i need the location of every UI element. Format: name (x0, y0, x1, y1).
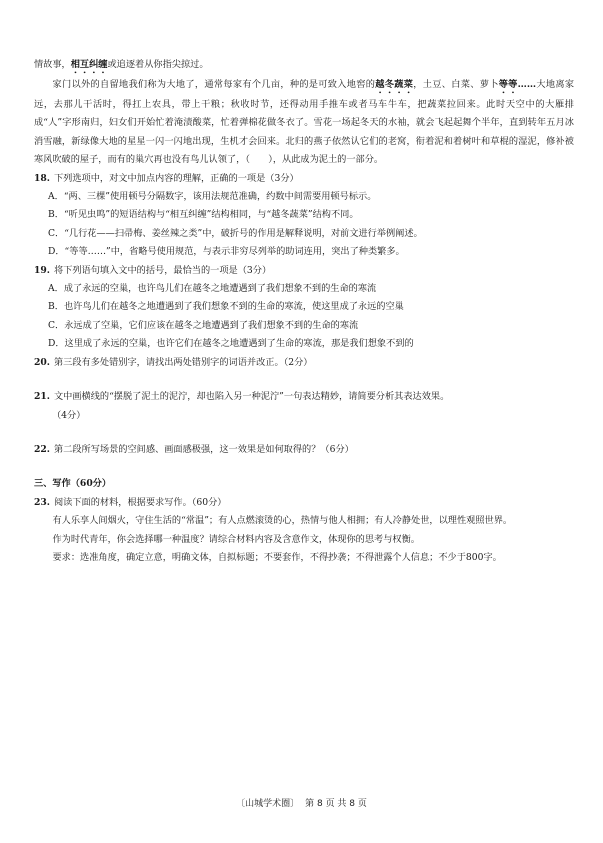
question-number: 18. (34, 172, 50, 184)
option-18-c: C．“几行花——扫帚梅、姜丝辣之类”中，破折号的作用是解释说明，对前文进行举例阐述。 (48, 227, 423, 239)
question-text: 第二段所写场景的空间感、画面感极强，这一效果是如何取得的？（6分） (53, 443, 354, 455)
question-21 (34, 388, 574, 406)
passage-paragraph-3: 家门以外的自留地我们称为大地了，通常每家有个几亩，种的是可致入地窖的越冬蔬菜，土豆、白菜、萝卜等等……大地离家远，去那儿干活时，得扛上农具，带上干粮；秋收时节，还得动用手推车或者马车牛车，把蔬菜拉回来。此时天空中的大雁排成“人”字形南归，妇女们开始忙着淹渍酸菜，忙着弹棉花做冬衣了。雪花一场起冬天的水袖，就会飞起起舞个半年，直到转年五月冰消雪融，新绿像大地的星星一闪一闪地出现，生机才会回来。北归的燕子依然认它们的老窝，衔着泥和着树叶和草棍的湿泥，修补被寒风吹破的屋子，而有的巢穴再也没有鸟儿认领了，（ ），从此成为泥土的一部分。 (34, 79, 575, 166)
question-22 (34, 441, 574, 459)
question-number: 19. (34, 264, 50, 276)
question-number: 21. (34, 391, 50, 403)
writing-material: 有人乐享人间烟火，守住生活的“常温”；有人点燃滚烫的心，热情与他人相拥；有人冷静处世，以理性观照世界。 (52, 515, 513, 527)
page-content (34, 56, 574, 567)
option-19-b: B．也许鸟儿们在越冬之地遭遇到了我们想象不到的生命的寒流，使这里成了永远的空巢 (48, 301, 404, 313)
question-stem: 将下列语句填入文中的括号，最恰当的一项是（3分） (53, 264, 272, 276)
writing-requirements: 要求：选准角度，确定立意，明确文体，自拟标题；不要套作，不得抄袭；不得泄露个人信息；不少于800字。 (52, 551, 502, 563)
question-number: 20. (34, 356, 50, 368)
section-title-writing: 三、写作（60分） (34, 478, 112, 490)
page-number: 第 8 页 共 8 页 (305, 799, 367, 809)
question-23 (34, 494, 574, 512)
answer-space (34, 372, 574, 388)
option-19-c: C．永远成了空巢，它们应该在越冬之地遭遇到了我们想象不到的生命的寒流 (48, 319, 359, 331)
writing-prompt: 作为时代青年，你会选择哪一种温度？请综合材料内容及含意作文，体现你的思考与权衡。 (52, 533, 420, 545)
dotted-phrase: 等等…… (498, 79, 537, 90)
question-text: 第三段有多处错别字，请找出两处错别字的词语并改正。（2分） (53, 356, 313, 368)
option-18-b: B．“听见虫鸣”的短语结构与“相互纠缠”结构相同，与“越冬蔬菜”结构不同。 (48, 209, 359, 221)
question-number: 23. (34, 496, 50, 508)
option-18-d: D．“等等……”中，省略号使用规范，与表示非穷尽列举的助词连用，突出了种类繁多。 (48, 246, 405, 258)
question-stem: 下列选项中，对文中加点内容的理解，正确的一项是（3分） (53, 172, 299, 184)
page-footer (0, 796, 603, 809)
passage-line-continued: 情故事，相互纠缠或追逐着从你指尖掠过。 (34, 59, 209, 70)
footer-brand: 〔山城学术圈〕 (236, 799, 300, 809)
option-19-d: D．这里成了永远的空巢，也许它们在越冬之地遭遇到了生命的寒流，那是我们想象不到的 (48, 338, 414, 350)
question-20 (34, 354, 574, 372)
dotted-phrase: 相互纠缠 (70, 59, 108, 70)
dotted-phrase: 越冬蔬菜 (375, 79, 414, 90)
option-18-a: A．“两、三棵”使用顿号分隔数字，该用法规范准确，约数中间需要用顿号标示。 (48, 191, 377, 203)
question-text: 文中画横线的“摆脱了泥土的泥泞，却也陷入另一种泥泞”一句表达精妙，请简要分析其表达效果。 (53, 391, 450, 403)
question-21-score: （4分） (52, 409, 86, 421)
question-19 (34, 262, 574, 280)
question-18 (34, 170, 574, 188)
question-stem: 阅读下面的材料，根据要求写作。（60分） (53, 496, 227, 508)
option-19-a: A．成了永远的空巢，也许鸟儿们在越冬之地遭遇到了我们想象不到的生命的寒流 (48, 283, 377, 295)
question-number: 22. (34, 443, 50, 455)
answer-space (34, 425, 574, 441)
answer-space (34, 459, 574, 475)
